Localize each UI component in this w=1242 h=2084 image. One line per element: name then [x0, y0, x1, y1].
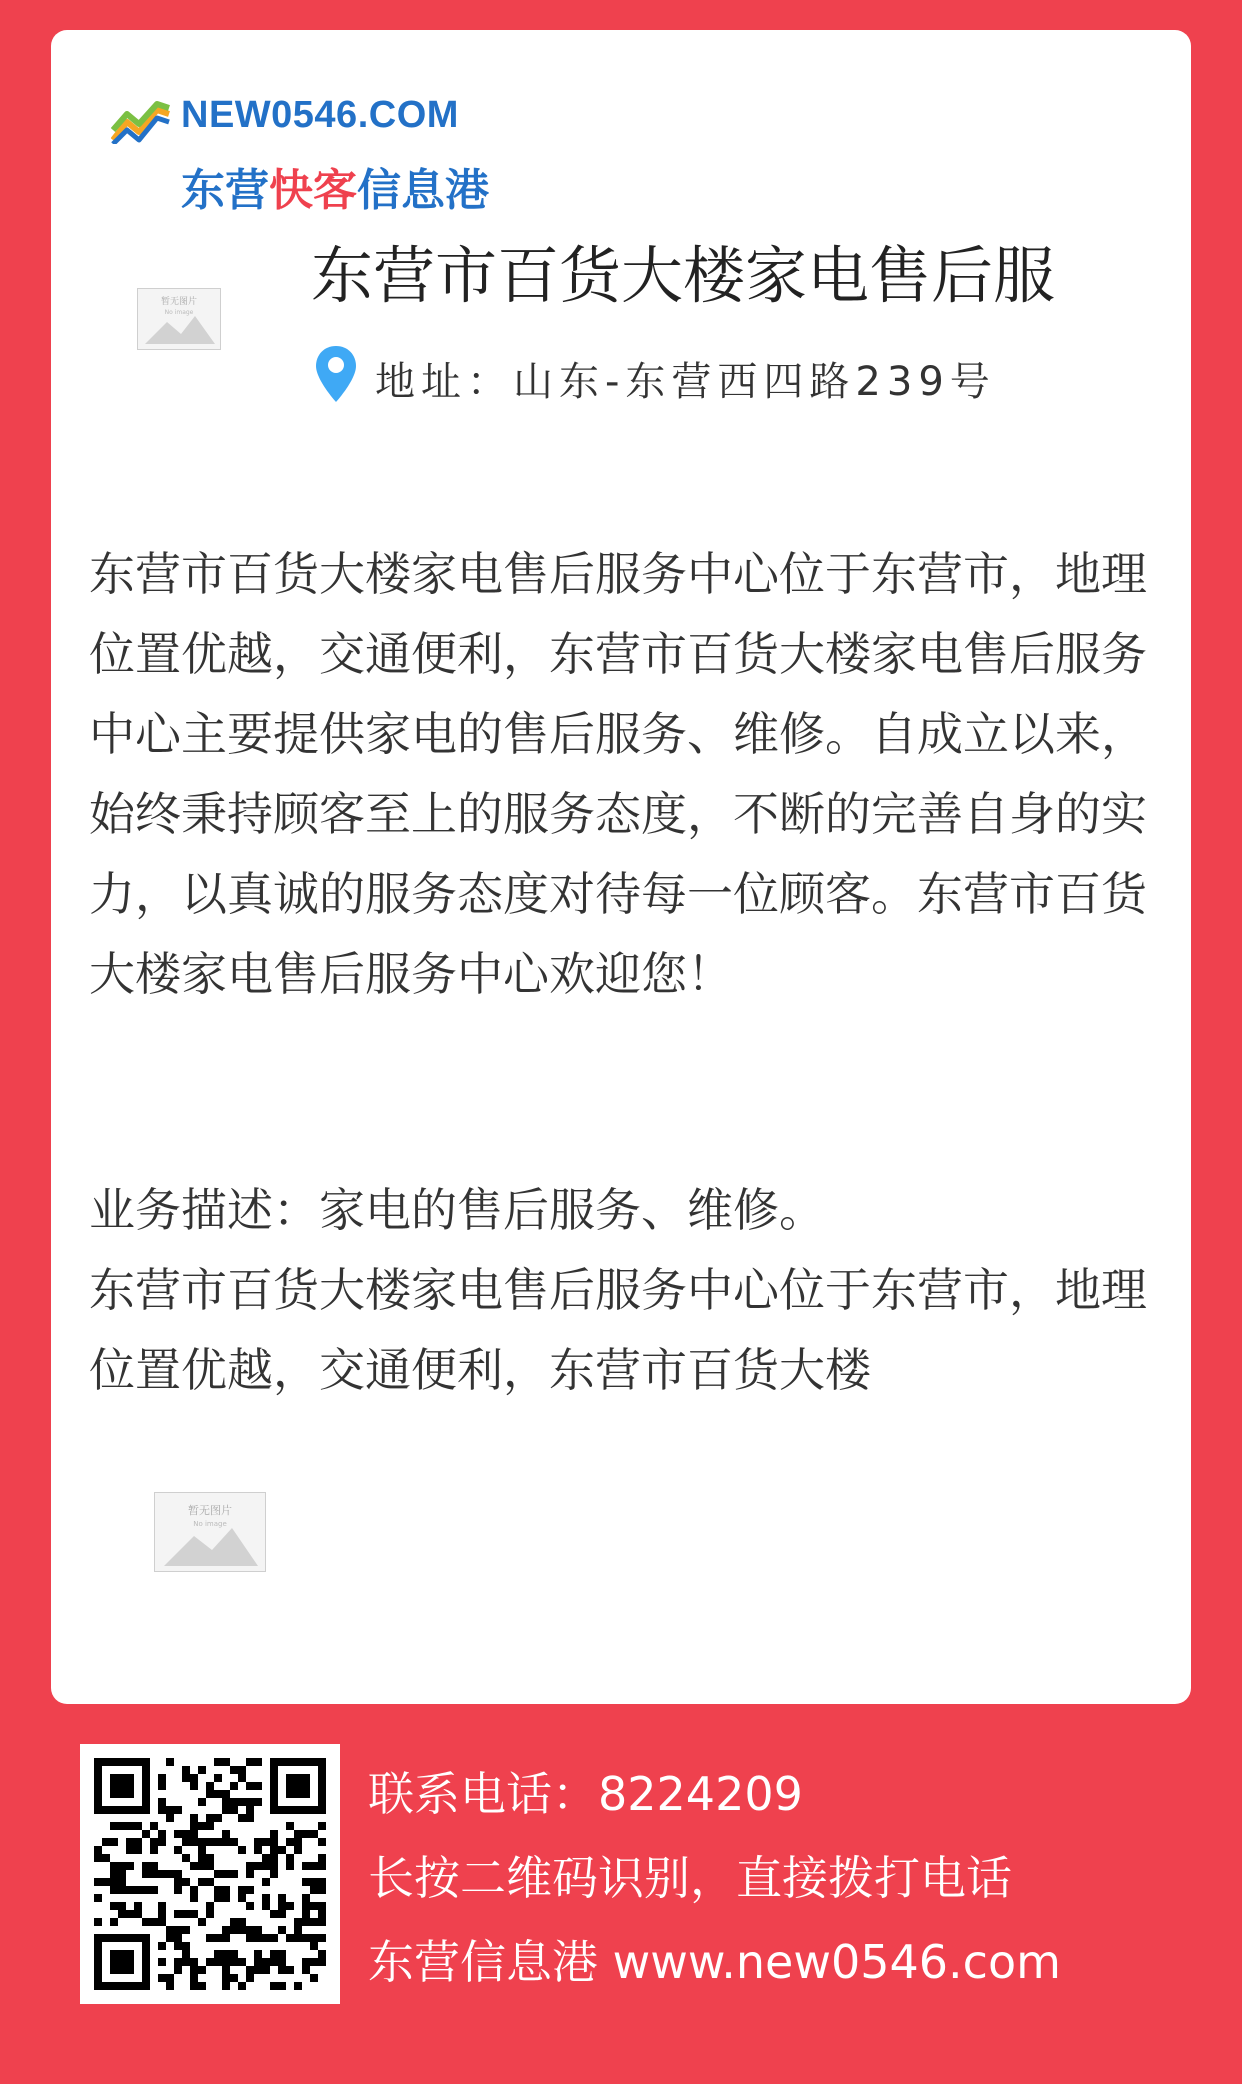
logo-cn-highlight: 快客 — [269, 165, 357, 216]
logo-cn-part1: 东营 — [181, 165, 269, 216]
image-placeholder-icon — [137, 288, 221, 350]
site-url[interactable]: 东营信息港 www.new0546.com — [368, 1935, 1061, 1989]
logo-chinese-name — [181, 154, 489, 218]
placeholder-subcaption: No image — [164, 309, 194, 316]
trend-lines-logo-icon — [111, 100, 173, 144]
contact-phone[interactable]: 联系电话：8224209 — [368, 1767, 803, 1821]
business-scope: 业务描述：家电的售后服务、维修。 — [89, 1183, 825, 1237]
qr-hint: 长按二维码识别，直接拨打电话 — [368, 1851, 1012, 1905]
placeholder-caption: 暂无图片 — [188, 1504, 232, 1517]
business-thumbnail — [137, 288, 221, 354]
logo-cn-part2: 信息港 — [357, 165, 489, 216]
gallery-thumbnail[interactable] — [154, 1492, 266, 1576]
image-placeholder-icon — [154, 1492, 266, 1572]
address-text: 地址：山东-东营西四路239号 — [375, 359, 996, 405]
placeholder-subcaption: No image — [193, 1520, 227, 1528]
business-title: 东营市百货大楼家电售后服 — [311, 239, 1056, 312]
info-card — [51, 30, 1191, 1704]
placeholder-caption: 暂无图片 — [160, 297, 198, 307]
business-description: 东营市百货大楼家电售后服务中心位于东营市，地理位置优越，交通便利，东营市百货大楼家电售后服务中心主要提供家电的售后服务、维修。自成立以来，始终秉持顾客至上的服务态度，不断的完善自身的实力，以真诚的服务态度对待每一位顾客。东营市百货大楼家电售后服务中心欢迎您！ — [89, 547, 1147, 1001]
site-logo[interactable] — [111, 68, 531, 216]
contact-footer — [368, 1752, 1061, 2004]
qr-code[interactable] — [80, 1744, 340, 2004]
qr-code-icon — [94, 1758, 326, 1990]
logo-domain-text: NEW0546.COM — [181, 94, 459, 136]
business-description-repeat: 东营市百货大楼家电售后服务中心位于东营市，地理位置优越，交通便利，东营市百货大楼 — [89, 1263, 1147, 1397]
location-pin-icon — [313, 344, 359, 404]
